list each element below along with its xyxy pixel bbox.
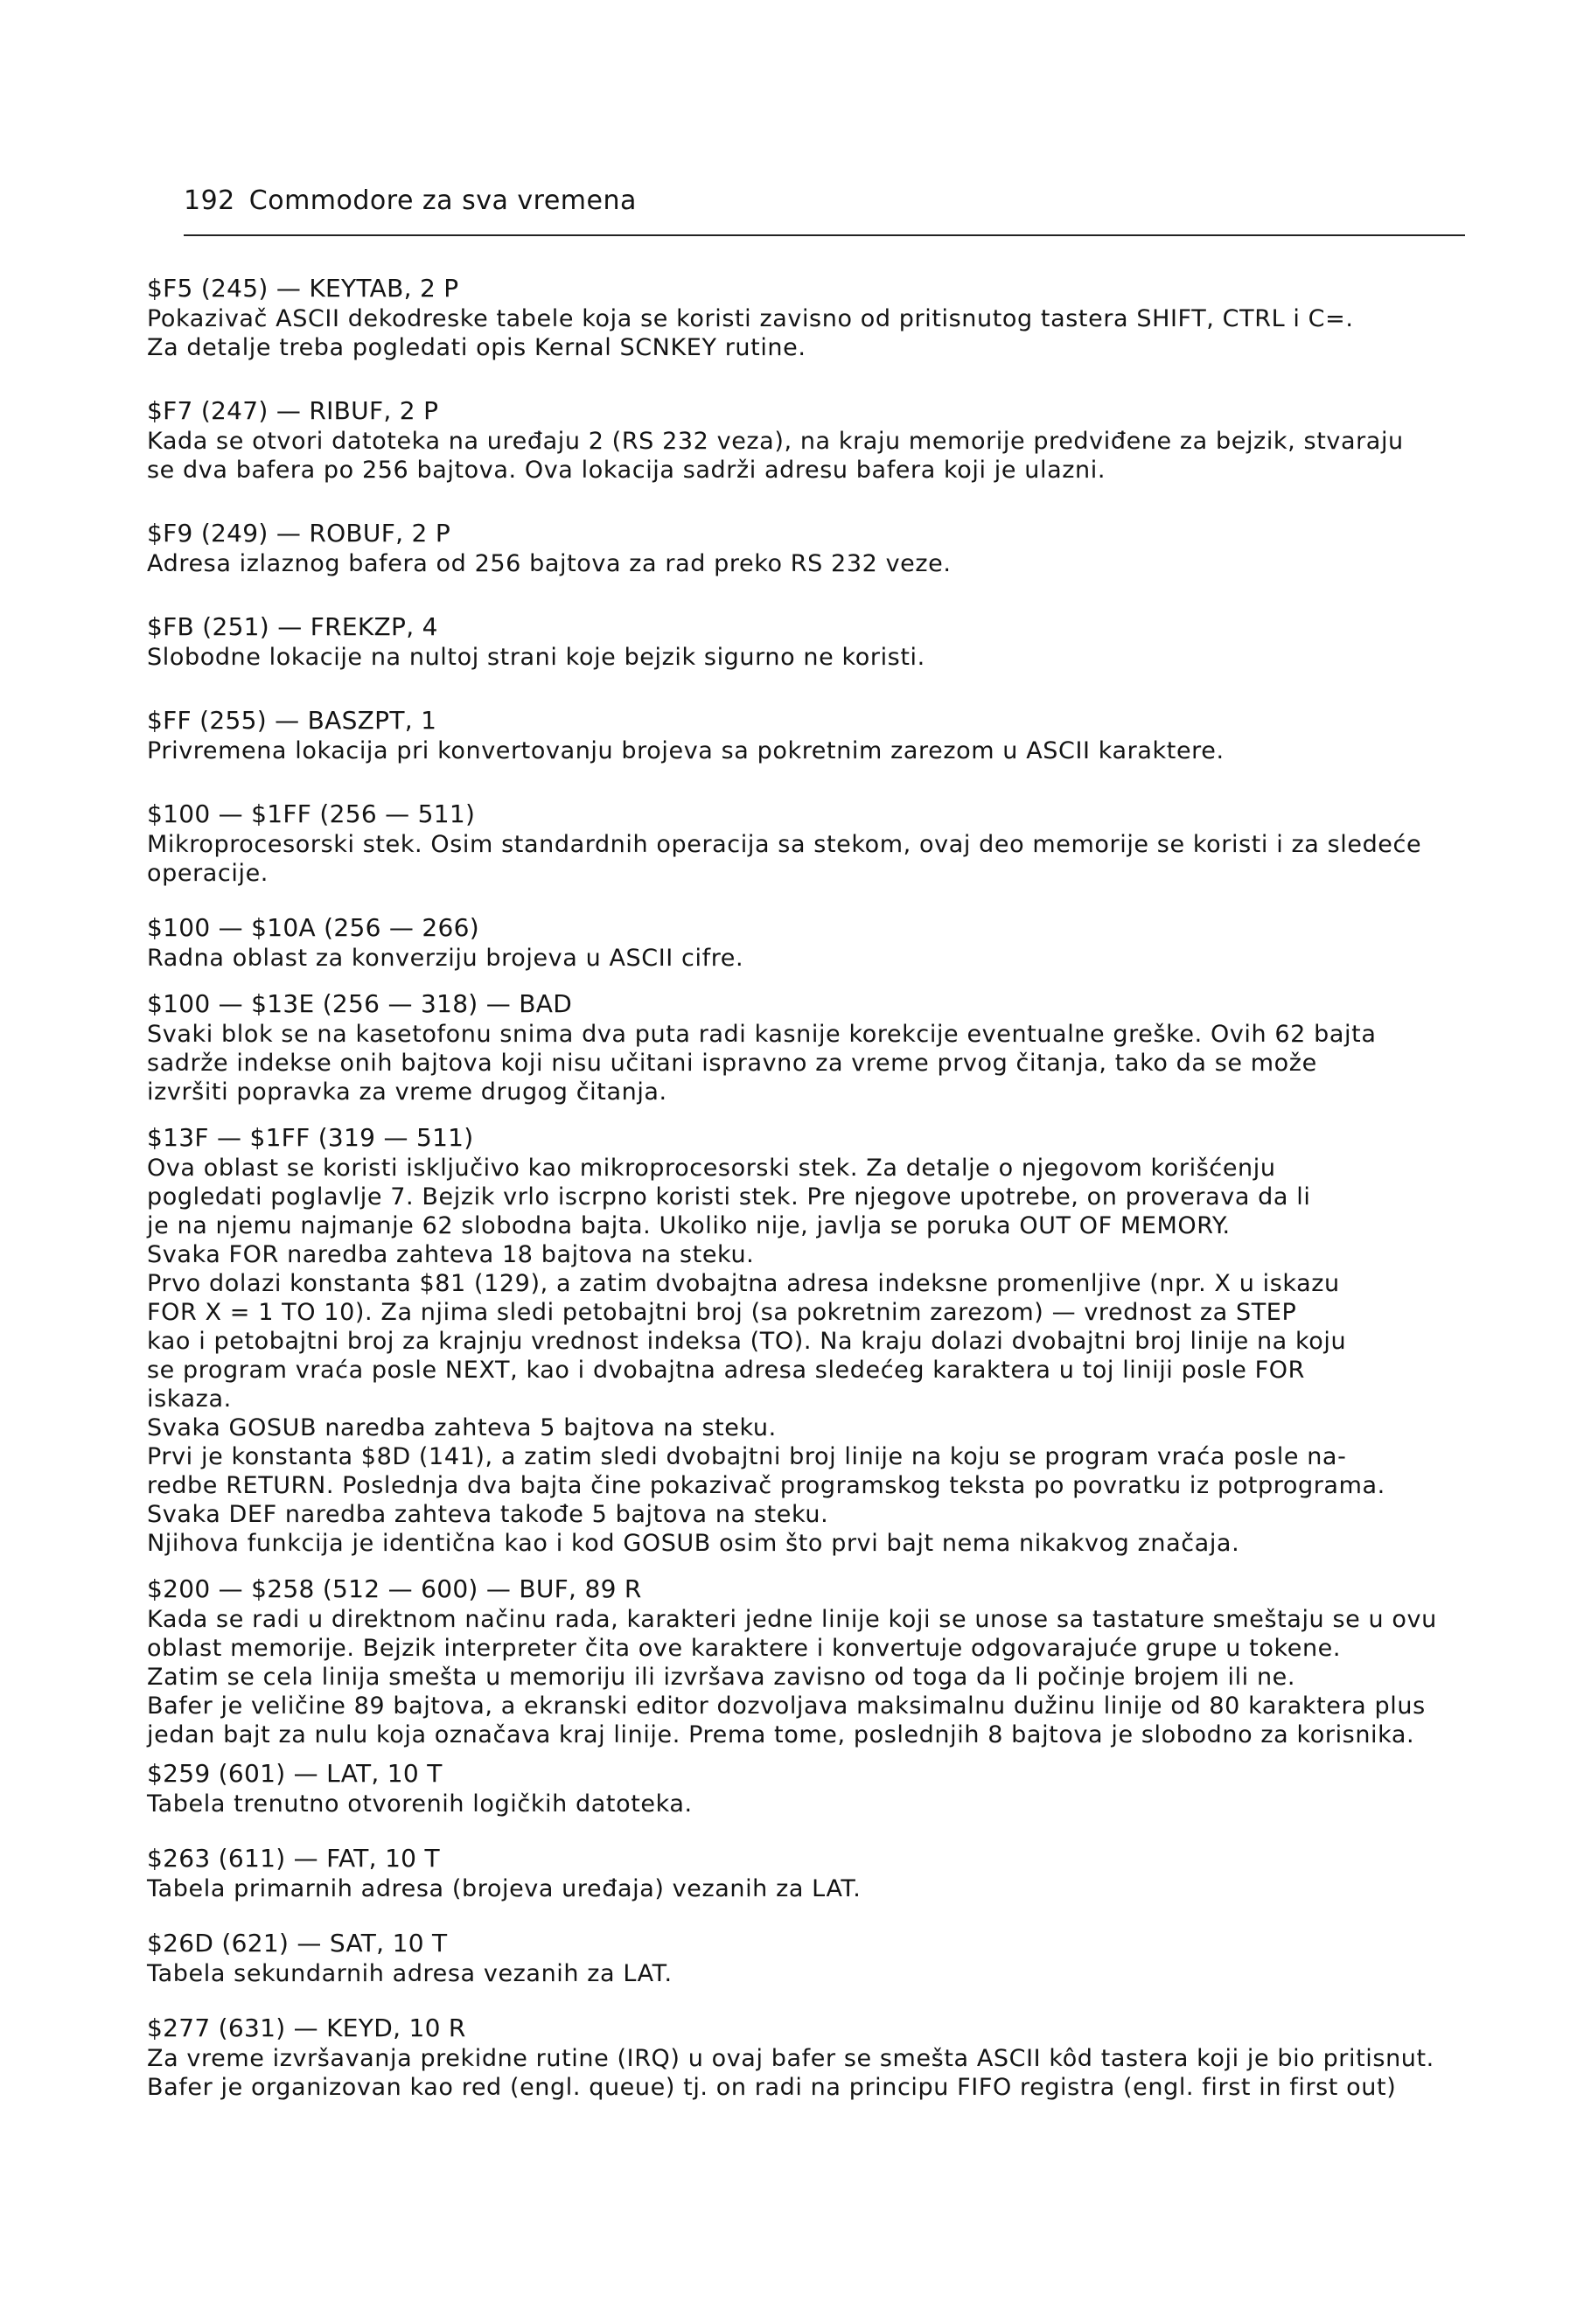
entry-text-line: Tabela trenutno otvorenih logičkih datoteka. bbox=[147, 1790, 693, 1818]
entry-heading: $100 — $1FF (256 — 511) bbox=[147, 799, 476, 828]
entry-text-line: pogledati poglavlje 7. Bejzik vrlo iscrpno koristi stek. Pre njegove upotrebe, on proverava da li bbox=[147, 1183, 1311, 1211]
entry-heading: $26D (621) — SAT, 10 T bbox=[147, 1929, 448, 1958]
entry-heading: $100 — $13E (256 — 318) — BAD bbox=[147, 989, 573, 1018]
memory-entry bbox=[147, 611, 1481, 672]
entry-text-line: jedan bajt za nulu koja označava kraj linije. Prema tome, poslednjih 8 bajtova je slobodno za korisnika. bbox=[147, 1721, 1415, 1748]
entry-text-line: Za detalje treba pogledati opis Kernal SCNKEY rutine. bbox=[147, 334, 806, 361]
memory-entry bbox=[147, 1843, 1481, 1903]
entry-text-line: redbe RETURN. Poslednja dva bajta čine pokazivač programskog teksta po povratku iz potprograma. bbox=[147, 1472, 1385, 1499]
page-number: 192 bbox=[184, 185, 235, 216]
memory-entry bbox=[147, 1758, 1481, 1818]
entry-text-line: Adresa izlaznog bafera od 256 bajtova za rad preko RS 232 veze. bbox=[147, 550, 952, 577]
memory-map-entries bbox=[147, 273, 1481, 2102]
entry-text-line: se program vraća posle NEXT, kao i dvobajtna adresa sledećeg karaktera u toj liniji posle FOR bbox=[147, 1357, 1305, 1384]
entry-text-line: Zatim se cela linija smešta u memoriju ili izvršava zavisno od toga da li počinje brojem ili ne. bbox=[147, 1664, 1296, 1691]
entry-text-line: Tabela primarnih adresa (brojeva uređaja) vezanih za LAT. bbox=[147, 1875, 862, 1902]
entry-text-line: Mikroprocesorski stek. Osim standardnih operacija sa stekom, ovaj deo memorije se koristi i za sledeće bbox=[147, 831, 1422, 858]
entry-text-line: kao i petobajtni broj za krajnju vrednost indeksa (TO). Na kraju dolazi dvobajtni broj linije na koju bbox=[147, 1328, 1347, 1355]
entry-text-line: operacije. bbox=[147, 860, 269, 887]
entry-text-line: Njihova funkcija je identična kao i kod GOSUB osim što prvi bajt nema nikakvog značaja. bbox=[147, 1530, 1240, 1557]
page-header bbox=[184, 185, 1461, 216]
memory-entry bbox=[147, 705, 1481, 765]
memory-entry bbox=[147, 1122, 1481, 1558]
entry-heading: $100 — $10A (256 — 266) bbox=[147, 913, 479, 942]
entry-text-line: Za vreme izvršavanja prekidne rutine (IRQ) u ovaj bafer se smešta ASCII kôd tastera koji je bio pritisnut. bbox=[147, 2045, 1434, 2072]
entry-text-line: FOR X = 1 TO 10). Za njima sledi petobajtni broj (sa pokretnim zarezom) — vrednost za STEP bbox=[147, 1299, 1297, 1326]
entry-text-line: Kada se otvori datoteka na uređaju 2 (RS 232 veza), na kraju memorije predviđene za bejzik, stvaraju bbox=[147, 428, 1404, 455]
memory-entry bbox=[147, 273, 1481, 362]
entry-text-line: Prvo dolazi konstanta $81 (129), a zatim dvobajtna adresa indeksne promenljive (npr. X u iskazu bbox=[147, 1270, 1340, 1297]
memory-entry bbox=[147, 912, 1481, 973]
memory-entry bbox=[147, 2013, 1481, 2102]
entry-text-line: Pokazivač ASCII dekodreske tabele koja se koristi zavisno od pritisnutog tastera SHIFT, CTRL i C=. bbox=[147, 305, 1354, 332]
memory-entry bbox=[147, 799, 1481, 888]
entry-text-line: Kada se radi u direktnom načinu rada, karakteri jedne linije koji se unose sa tastature smeštaju se u ovu bbox=[147, 1606, 1437, 1633]
entry-text-line: izvršiti popravka za vreme drugog čitanja. bbox=[147, 1078, 667, 1106]
entry-text-line: Bafer je veličine 89 bajtova, a ekranski editor dozvoljava maksimalnu dužinu linije od 80 karaktera plus bbox=[147, 1692, 1426, 1720]
entry-text-line: Radna oblast za konverziju brojeva u ASCII cifre. bbox=[147, 945, 744, 972]
entry-heading: $FF (255) — BASZPT, 1 bbox=[147, 706, 437, 735]
entry-text-line: Tabela sekundarnih adresa vezanih za LAT. bbox=[147, 1960, 673, 1987]
book-title: Commodore za sva vremena bbox=[248, 185, 637, 216]
entry-heading: $F5 (245) — KEYTAB, 2 P bbox=[147, 274, 459, 303]
header-rule bbox=[184, 234, 1465, 236]
entry-text-line: Svaka DEF naredba zahteva takođe 5 bajtova na steku. bbox=[147, 1501, 829, 1528]
entry-text-line: se dva bafera po 256 bajtova. Ova lokacija sadrži adresu bafera koji je ulazni. bbox=[147, 457, 1106, 484]
entry-text-line: je na njemu najmanje 62 slobodna bajta. Ukoliko nije, javlja se poruka OUT OF MEMORY. bbox=[147, 1212, 1231, 1239]
entry-heading: $FB (251) — FREKZP, 4 bbox=[147, 612, 438, 641]
entry-text-line: iskaza. bbox=[147, 1385, 232, 1413]
entry-text-line: Ova oblast se koristi isključivo kao mikroprocesorski stek. Za detalje o njegovom korišćenju bbox=[147, 1155, 1276, 1182]
memory-entry bbox=[147, 1928, 1481, 1988]
memory-entry bbox=[147, 395, 1481, 485]
entry-heading: $F9 (249) — ROBUF, 2 P bbox=[147, 519, 451, 548]
entry-heading: $200 — $258 (512 — 600) — BUF, 89 R bbox=[147, 1574, 642, 1603]
entry-heading: $259 (601) — LAT, 10 T bbox=[147, 1759, 443, 1788]
entry-heading: $277 (631) — KEYD, 10 R bbox=[147, 2013, 466, 2042]
entry-text-line: Svaka GOSUB naredba zahteva 5 bajtova na steku. bbox=[147, 1414, 777, 1441]
memory-entry bbox=[147, 518, 1481, 578]
entry-text-line: Svaka FOR naredba zahteva 18 bajtova na steku. bbox=[147, 1241, 755, 1268]
entry-text-line: oblast memorije. Bejzik interpreter čita ove karaktere i konvertuje odgovarajuće grupe u tokene. bbox=[147, 1635, 1342, 1662]
entry-heading: $13F — $1FF (319 — 511) bbox=[147, 1123, 474, 1152]
memory-entry bbox=[147, 988, 1481, 1106]
entry-text-line: Svaki blok se na kasetofonu snima dva puta radi kasnije korekcije eventualne greške. Ovih 62 bajta bbox=[147, 1021, 1377, 1048]
entry-heading: $F7 (247) — RIBUF, 2 P bbox=[147, 396, 439, 425]
entry-text-line: Privremena lokacija pri konvertovanju brojeva sa pokretnim zarezom u ASCII karaktere. bbox=[147, 737, 1225, 764]
entry-text-line: sadrže indekse onih bajtova koji nisu učitani ispravno za vreme prvog čitanja, tako da se može bbox=[147, 1050, 1317, 1077]
entry-heading: $263 (611) — FAT, 10 T bbox=[147, 1844, 440, 1873]
entry-text-line: Bafer je organizovan kao red (engl. queue) tj. on radi na principu FIFO registra (engl. first in first out) bbox=[147, 2074, 1397, 2101]
entry-text-line: Slobodne lokacije na nultoj strani koje bejzik sigurno ne koristi. bbox=[147, 644, 925, 671]
memory-entry bbox=[147, 1574, 1481, 1749]
entry-text-line: Prvi je konstanta $8D (141), a zatim sledi dvobajtni broj linije na koju se program vraća posle na- bbox=[147, 1443, 1347, 1470]
